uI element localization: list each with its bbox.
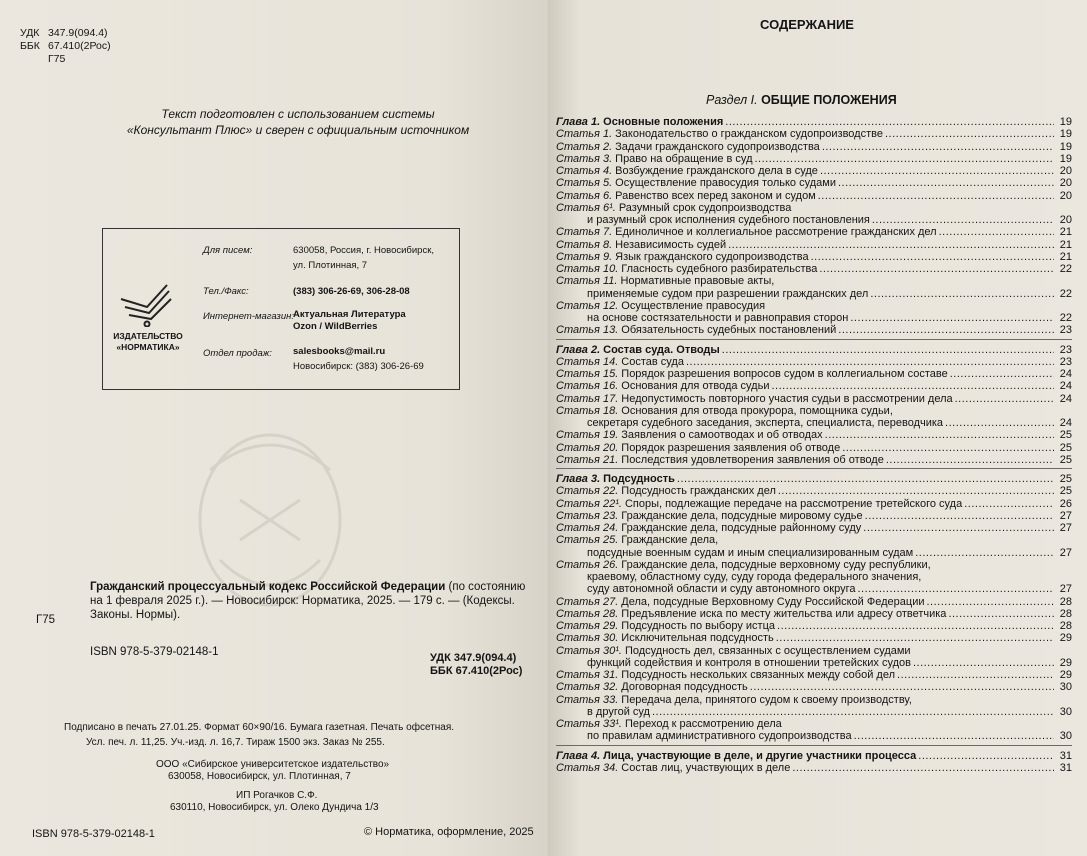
footer-isbn: ISBN 978-5-379-02148-1 <box>32 828 155 840</box>
toc-leader-dots <box>857 583 1054 596</box>
toc-page-number: 29 <box>1059 632 1072 645</box>
toc-entry-title: применяемые судом при разрешении гражданских дел <box>587 287 869 300</box>
toc-entry-number <box>556 657 584 670</box>
toc-entry-number <box>556 706 584 719</box>
toc-article-row <box>556 128 1072 141</box>
sales-label: Отдел продаж: <box>203 348 272 359</box>
toc-page-number <box>1056 645 1072 658</box>
toc-leader-dots <box>686 356 1054 369</box>
sales-phone: Новосибирск: (383) 306-26-69 <box>293 361 424 372</box>
toc-entry-number <box>556 730 584 743</box>
toc-article-row <box>556 190 1072 203</box>
toc-entry-number: Статья 3. <box>556 152 613 165</box>
toc-leader-dots <box>818 190 1054 203</box>
printer2-name: ИП Рогачков С.Ф. <box>236 790 318 801</box>
toc-article-row <box>556 657 1072 670</box>
toc-article-row <box>556 522 1072 535</box>
toc-entry-number: Статья 6¹. <box>556 201 616 214</box>
phone-label: Тел./Факс: <box>203 286 249 297</box>
toc-entry-number: Статья 33. <box>556 693 619 706</box>
toc-page-number: 31 <box>1059 761 1072 774</box>
toc-page-number: 27 <box>1059 583 1072 596</box>
imprint-line1: Подписано в печать 27.01.25. Формат 60×90/16. Бумага газетная. Печать офсетная. <box>64 722 455 733</box>
toc-entry-title: Состав суда <box>621 355 684 368</box>
toc-page-number <box>1056 559 1072 572</box>
toc-leader-dots <box>950 368 1054 381</box>
toc-page-number: 20 <box>1059 214 1072 226</box>
toc-entry-title: Гражданские дела, подсудные районному суду <box>621 522 862 534</box>
shop-label: Интернет-магазин: <box>203 311 295 322</box>
biblio-record <box>90 580 540 622</box>
toc-entry-title: Основания для отвода прокурора, помощника судьи, <box>621 404 893 417</box>
toc-article-row <box>556 226 1072 239</box>
toc-article-row <box>556 608 1072 621</box>
toc-entry-title: Состав суда. Отводы <box>603 343 720 356</box>
toc-entry-title: Договорная подсудность <box>621 681 748 694</box>
toc-leader-dots <box>750 681 1054 694</box>
toc-article-row <box>556 288 1072 301</box>
shop-value-line1: Актуальная Литература <box>293 309 406 320</box>
toc-page-number: 28 <box>1059 595 1072 608</box>
toc-entry-title: Разумный срок судопроизводства <box>618 201 792 214</box>
toc-article-row <box>556 620 1072 633</box>
toc-chapter-row <box>556 344 1072 357</box>
toc-leader-dots <box>792 762 1054 775</box>
toc-page-number: 24 <box>1059 392 1072 405</box>
biblio-isbn: ISBN 978-5-379-02148-1 <box>90 646 219 658</box>
toc-entry-title: Гражданские дела, подсудные верховному суду республики, <box>621 558 931 571</box>
toc-article-row <box>556 324 1072 337</box>
toc-article-row <box>556 312 1072 325</box>
toc-article-row <box>556 681 1072 694</box>
toc-entry-title: Осуществление правосудия только судами <box>615 177 836 190</box>
toc-entry-title: Основания для отвода судьи <box>621 380 770 393</box>
toc-entry-title: Подсудность гражданских дел <box>621 485 776 498</box>
toc-leader-dots <box>728 239 1054 252</box>
toc-page-number <box>1056 275 1072 288</box>
toc-page-number: 22 <box>1059 312 1072 324</box>
toc-entry-number: Статья 5. <box>556 177 613 190</box>
toc-page-number: 19 <box>1059 116 1072 128</box>
toc-page-number: 29 <box>1059 669 1072 681</box>
toc-article-row <box>556 730 1072 743</box>
section-name: ОБЩИЕ ПОЛОЖЕНИЯ <box>757 93 897 107</box>
bbk-label: ББК <box>20 40 40 52</box>
toc-page-number: 21 <box>1059 226 1072 239</box>
toc-page-number: 25 <box>1059 453 1072 466</box>
toc-entry-number: Глава 3. <box>556 473 601 485</box>
toc-entry-number <box>556 214 584 227</box>
toc-leader-dots <box>945 417 1054 430</box>
biblio-title: Гражданский процессуальный кодекс Российской Федерации <box>90 581 446 593</box>
udk-label: УДК <box>20 27 40 39</box>
shop-value-line2: Ozon / WildBerries <box>293 321 378 332</box>
toc-entry-title: Подсудность по выбору истца <box>621 620 776 632</box>
toc-leader-dots <box>850 312 1054 325</box>
toc-entry-number: Статья 28. <box>556 607 619 620</box>
toc-article-row <box>556 300 1072 313</box>
toc-entry-number: Статья 26. <box>556 558 619 571</box>
mail-value-line2: ул. Плотинная, 7 <box>293 260 368 271</box>
toc-entry-title: Порядок разрешения заявления об отводе <box>621 441 841 454</box>
toc-entry-title: функций содействия и контроля в отношении третейских судов <box>587 656 911 669</box>
toc-chapter-row <box>556 750 1072 763</box>
toc-entry-title: Право на обращение в суд <box>615 152 753 165</box>
toc-entry-number: Статья 14. <box>556 355 619 368</box>
toc-entry-title: Последствия удовлетворения заявления об отводе <box>621 453 884 466</box>
toc-page-number: 30 <box>1059 681 1072 694</box>
toc-leader-dots <box>825 429 1054 442</box>
toc-article-row <box>556 356 1072 369</box>
toc-entry-number: Глава 1. <box>556 116 601 128</box>
toc-entry-title: Предъявление иска по месту жительства или адресу ответчика <box>621 607 947 620</box>
toc-entry-number: Статья 2. <box>556 140 613 153</box>
bbk-value: 67.410(2Рос) <box>48 40 111 52</box>
toc-page-number: 24 <box>1059 417 1072 429</box>
toc-article-row <box>556 706 1072 719</box>
toc-entry-number: Статья 33¹. <box>556 718 622 730</box>
toc-entry-number <box>556 571 584 584</box>
toc-article-row <box>556 694 1072 707</box>
toc-article-row <box>556 442 1072 455</box>
toc-leader-dots <box>722 344 1054 357</box>
toc-entry-title: Задачи гражданского судопроизводства <box>615 140 820 153</box>
mail-value-line1: 630058, Россия, г. Новосибирск, <box>293 245 434 256</box>
toc-entry-number: Статья 1. <box>556 128 613 141</box>
toc-entry-title: Равенство всех перед законом и судом <box>615 189 816 202</box>
toc-page-number <box>1056 718 1072 731</box>
toc-entry-title: Подсудность нескольких связанных между собой дел <box>621 669 896 681</box>
author-sign: Г75 <box>48 53 66 65</box>
toc-entry-number: Статья 9. <box>556 250 613 263</box>
toc-entry-number: Статья 23. <box>556 509 619 522</box>
toc-page-number: 19 <box>1059 128 1072 141</box>
toc-page-number <box>1056 571 1072 584</box>
toc-page-number: 22 <box>1059 287 1072 300</box>
toc-leader-dots <box>776 632 1054 645</box>
toc-leader-dots <box>948 608 1054 621</box>
toc-article-row <box>556 571 1072 584</box>
toc-entry-title: Исключительная подсудность <box>621 632 774 645</box>
toc-article-row <box>556 559 1072 572</box>
toc-page-number: 31 <box>1059 749 1072 762</box>
toc-entry-title: Лица, участвующие в деле, и другие участники процесса <box>603 749 917 762</box>
toc-page-number: 27 <box>1059 546 1072 559</box>
toc-page-number: 19 <box>1059 152 1072 165</box>
printer2-address: 630110, Новосибирск, ул. Олеко Дундича 1/3 <box>170 802 379 813</box>
toc-entry-number <box>556 583 584 596</box>
toc-page-number: 23 <box>1059 355 1072 368</box>
toc-page-number: 23 <box>1059 343 1072 356</box>
toc-article-row <box>556 547 1072 560</box>
toc-page-number: 28 <box>1059 607 1072 620</box>
toc-entry-number: Статья 20. <box>556 441 619 454</box>
toc-page-number: 20 <box>1059 189 1072 202</box>
toc-article-row <box>556 275 1072 288</box>
toc-entry-title: Законодательство о гражданском судопроизводстве <box>615 128 883 141</box>
toc-entry-title: краевому, областному суду, суду города федерального значения, <box>587 571 922 583</box>
toc-entry-title: Дела, подсудные Верховному Суду Российской Федерации <box>621 595 925 608</box>
toc-entry-number: Статья 18. <box>556 404 619 417</box>
toc-leader-dots <box>870 288 1054 301</box>
toc-leader-dots <box>886 454 1054 467</box>
toc-entry-title: и разумный срок исполнения судебного постановления <box>587 214 870 226</box>
toc-leader-dots <box>822 141 1054 154</box>
toc-leader-dots <box>838 177 1054 190</box>
publisher-box <box>102 228 460 390</box>
toc-entry-number: Статья 4. <box>556 165 613 177</box>
toc-entry-title: в другой суд <box>587 705 650 718</box>
toc-article-row <box>556 669 1072 682</box>
section-prefix: Раздел I. <box>706 93 758 107</box>
toc-article-row <box>556 454 1072 467</box>
toc-entry-number: Статья 22¹. <box>556 497 622 510</box>
biblio-bbk: ББК 67.410(2Рос) <box>430 665 523 677</box>
toc-article-row <box>556 380 1072 393</box>
toc-entry-title: Передача дела, принятого судом к своему производству, <box>621 693 912 706</box>
toc-entry-title: Нормативные правовые акты, <box>620 275 775 288</box>
toc-leader-dots <box>854 730 1054 743</box>
toc-entry-title: Подсудность <box>603 473 675 485</box>
toc-article-row <box>556 429 1072 442</box>
mail-label: Для писем: <box>203 245 253 256</box>
toc-article-row <box>556 202 1072 215</box>
toc-entry-title: Осуществление правосудия <box>621 299 766 312</box>
toc-chapter-row <box>556 116 1072 129</box>
toc-entry-number: Статья 16. <box>556 380 619 393</box>
toc-page-number: 25 <box>1059 485 1072 498</box>
sales-email: salesbooks@mail.ru <box>293 346 386 357</box>
toc-page-number <box>1056 694 1072 707</box>
toc-leader-dots <box>865 510 1054 523</box>
toc-leader-dots <box>778 485 1054 498</box>
toc-entry-title: Гражданские дела, подсудные мировому судье <box>621 509 863 522</box>
toc-leader-dots <box>842 442 1054 455</box>
toc-page-number: 25 <box>1059 429 1072 442</box>
footer-copyright: © Норматика, оформление, 2025 <box>364 826 534 838</box>
toc-entry-title: Споры, подлежащие передаче на рассмотрение третейского суда <box>624 497 963 510</box>
toc-entry-number <box>556 417 584 430</box>
toc-leader-dots <box>820 165 1054 178</box>
toc-leader-dots <box>819 263 1054 276</box>
toc-entry-title: по правилам административного судопроизводства <box>587 730 852 743</box>
biblio-sign: Г75 <box>36 614 56 626</box>
toc-entry-number: Статья 10. <box>556 263 619 275</box>
toc-leader-dots <box>918 750 1054 763</box>
toc-entry-number: Статья 34. <box>556 761 619 774</box>
toc-entry-number <box>556 547 584 560</box>
toc-leader-dots <box>771 380 1054 393</box>
toc-entry-number: Статья 24. <box>556 522 619 534</box>
toc-leader-dots <box>754 153 1054 166</box>
toc-entry-number: Статья 30. <box>556 632 619 645</box>
toc-leader-dots <box>913 657 1054 670</box>
toc-page-number <box>1056 534 1072 547</box>
toc-entry-title: Единоличное и коллегиальное рассмотрение гражданских дел <box>615 226 937 239</box>
toc-title: СОДЕРЖАНИЕ <box>760 17 854 32</box>
toc-entry-title: на основе состязательности и равноправия сторон <box>587 312 849 324</box>
toc-entry-title: подсудные военным судам и иным специализированным судам <box>587 546 914 559</box>
toc-leader-dots <box>872 214 1054 227</box>
toc-entry-title: Возбуждение гражданского дела в суде <box>615 165 818 177</box>
toc-page-number: 23 <box>1059 324 1072 337</box>
toc-entry-title: Язык гражданского судопроизводства <box>615 250 809 263</box>
toc-page-number: 26 <box>1059 497 1072 510</box>
toc-chapter-row <box>556 473 1072 486</box>
phone-value: (383) 306-26-69, 306-28-08 <box>293 286 410 297</box>
toc-entry-title: Независимость судей <box>615 238 727 251</box>
toc-leader-dots <box>915 547 1054 560</box>
toc-article-row <box>556 596 1072 609</box>
toc-article-row <box>556 645 1072 658</box>
toc-article-row <box>556 165 1072 178</box>
toc-entry-title: Порядок разрешения вопросов судом в коллегиальном составе <box>621 368 948 380</box>
toc-entry-number: Статья 17. <box>556 392 619 405</box>
toc-leader-dots <box>677 473 1054 486</box>
section-title <box>706 93 897 107</box>
toc-page-number: 28 <box>1059 620 1072 632</box>
toc-leader-dots <box>926 596 1054 609</box>
toc-entry-title: Подсудность дел, связанных с осуществлением судами <box>624 644 911 657</box>
toc-entry-number: Статья 8. <box>556 238 613 251</box>
toc-leader-dots <box>811 251 1054 264</box>
toc-entry-number: Статья 32. <box>556 681 619 694</box>
toc-leader-dots <box>863 522 1054 535</box>
toc-entry-number: Статья 27. <box>556 595 619 608</box>
toc-article-row <box>556 263 1072 276</box>
toc-leader-dots <box>725 116 1054 129</box>
toc-article-row <box>556 177 1072 190</box>
toc-entry-number <box>556 312 584 325</box>
toc-page-number: 25 <box>1059 441 1072 454</box>
toc-entry-number: Статья 7. <box>556 226 613 239</box>
toc-page-number: 20 <box>1059 177 1072 190</box>
toc-page-number: 24 <box>1059 368 1072 380</box>
toc-entry-number: Статья 22. <box>556 485 619 498</box>
toc-entry-title: Недопустимость повторного участия судьи в рассмотрении дела <box>621 392 953 405</box>
toc-entry-title: Основные положения <box>603 116 724 128</box>
toc-separator <box>556 745 1072 746</box>
toc-article-row <box>556 498 1072 511</box>
toc-entry-number: Статья 31. <box>556 669 619 681</box>
toc-entry-title: Гласность судебного разбирательства <box>621 263 818 275</box>
toc-leader-dots <box>897 669 1054 682</box>
toc-article-row <box>556 534 1072 547</box>
toc-leader-dots <box>838 324 1054 337</box>
toc-leader-dots <box>652 706 1054 719</box>
toc-entry-number: Статья 6. <box>556 189 613 202</box>
toc-page-number: 20 <box>1059 165 1072 177</box>
toc-article-row <box>556 214 1072 227</box>
toc-entry-number: Статья 13. <box>556 324 619 337</box>
toc-separator <box>556 468 1072 469</box>
toc-entry-title: Гражданские дела, <box>621 534 719 547</box>
toc-article-row <box>556 368 1072 381</box>
toc-leader-dots <box>955 393 1054 406</box>
imprint-line2: Усл. печ. л. 11,25. Уч.-изд. л. 16,7. Тираж 1500 экз. Заказ № 255. <box>86 737 385 748</box>
toc-entry-title: Обязательность судебных постановлений <box>621 324 837 337</box>
toc-article-row <box>556 762 1072 775</box>
publisher-name: ИЗДАТЕЛЬСТВО «НОРМАТИКА» <box>113 331 183 352</box>
right-page <box>548 0 1087 856</box>
toc-entry-title: секретаря судебного заседания, эксперта, специалиста, переводчика <box>587 417 944 429</box>
printer1-name: ООО «Сибирское университетское издательство» <box>156 759 390 770</box>
toc-page-number: 19 <box>1059 140 1072 153</box>
printer1-address: 630058, Новосибирск, ул. Плотинная, 7 <box>168 771 351 782</box>
toc-separator <box>556 339 1072 340</box>
biblio-udk: УДК 347.9(094.4) <box>430 652 517 664</box>
publisher-logo-icon <box>117 277 175 327</box>
toc-leader-dots <box>777 620 1054 633</box>
toc-article-row <box>556 510 1072 523</box>
toc-page-number: 30 <box>1059 705 1072 718</box>
toc-leader-dots <box>939 226 1054 239</box>
toc-page-number <box>1056 202 1072 215</box>
toc-entry-number: Статья 19. <box>556 429 619 442</box>
toc-entry-number: Статья 29. <box>556 620 619 632</box>
toc-leader-dots <box>964 498 1054 511</box>
toc-page-number <box>1056 405 1072 418</box>
toc-page-number: 25 <box>1059 473 1072 485</box>
toc-entry-title: Заявления о самоотводах и об отводах <box>621 429 823 442</box>
toc-page-number: 27 <box>1059 509 1072 522</box>
toc-article-row <box>556 485 1072 498</box>
toc-article-row <box>556 583 1072 596</box>
toc-article-row <box>556 153 1072 166</box>
toc-page-number <box>1056 300 1072 313</box>
toc-page-number: 24 <box>1059 380 1072 393</box>
toc-article-row <box>556 239 1072 252</box>
toc-entry-number <box>556 288 584 301</box>
toc-entry-number: Статья 25. <box>556 534 619 547</box>
toc-entry-title: Переход к рассмотрению дела <box>624 718 782 730</box>
toc-article-row <box>556 251 1072 264</box>
toc-entry-number: Статья 21. <box>556 453 619 466</box>
toc-entry-title: Состав лиц, участвующих в деле <box>621 761 791 774</box>
udk-value: 347.9(094.4) <box>48 27 108 39</box>
toc-article-row <box>556 405 1072 418</box>
toc-article-row <box>556 718 1072 731</box>
biblio-details: (по состоянию на 1 февраля 2025 г.). — Новосибирск: Норматика, 2025. — 179 с. — (Кодексы. Законы. Нормы). <box>90 581 526 621</box>
toc-page-number: 30 <box>1059 730 1072 743</box>
toc-article-row <box>556 141 1072 154</box>
toc-entry-number: Статья 15. <box>556 368 619 380</box>
prepared-note: Текст подготовлен с использованием системы «Консультант Плюс» и сверен с официальным источником <box>126 107 470 137</box>
udk-block <box>20 27 111 66</box>
toc-page-number: 27 <box>1059 522 1072 534</box>
toc-article-row <box>556 393 1072 406</box>
toc-entry-number: Глава 2. <box>556 343 601 356</box>
toc-article-row <box>556 632 1072 645</box>
toc-entry-number: Статья 12. <box>556 299 619 312</box>
toc-entry-number: Статья 11. <box>556 275 618 288</box>
toc-leader-dots <box>885 128 1054 141</box>
toc-entry-number: Глава 4. <box>556 749 601 762</box>
toc-article-row <box>556 417 1072 430</box>
toc-page-number: 21 <box>1059 238 1072 251</box>
toc-entry-title: суду автономной области и суду автономного округа <box>587 583 856 596</box>
toc-page-number: 22 <box>1059 263 1072 275</box>
toc-page-number: 21 <box>1059 250 1072 263</box>
toc-entry-number: Статья 30¹. <box>556 644 622 657</box>
toc-page-number: 29 <box>1059 656 1072 669</box>
